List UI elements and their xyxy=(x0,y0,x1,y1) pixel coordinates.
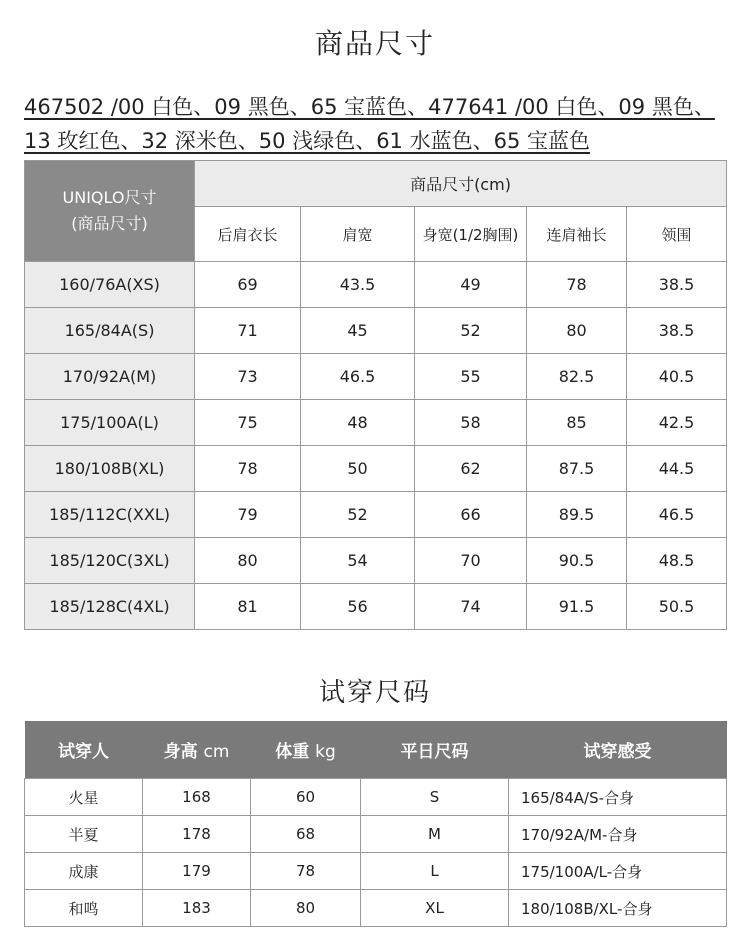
cell: 40.5 xyxy=(627,354,727,400)
cell: 85 xyxy=(527,400,627,446)
fit-height: 183 xyxy=(143,890,251,927)
cell: 78 xyxy=(195,446,301,492)
cell: 38.5 xyxy=(627,262,727,308)
size-label: 185/120C(3XL) xyxy=(25,538,195,584)
cell: 78 xyxy=(527,262,627,308)
cell: 55 xyxy=(415,354,527,400)
table-row xyxy=(25,354,727,400)
table-row xyxy=(25,853,727,890)
table-row xyxy=(25,890,727,927)
fit-usual-size: M xyxy=(361,816,509,853)
fit-usual-size: S xyxy=(361,779,509,816)
weight-label: 体重 xyxy=(275,742,310,762)
table-row xyxy=(25,779,727,816)
cell: 80 xyxy=(527,308,627,354)
col-header: 连肩袖长 xyxy=(527,207,627,262)
cell: 69 xyxy=(195,262,301,308)
col-header: 领围 xyxy=(627,207,727,262)
fit-person: 成康 xyxy=(25,853,143,890)
cell: 46.5 xyxy=(627,492,727,538)
fit-header-person: 试穿人 xyxy=(25,721,143,779)
corner-line-1: UNIQLO尺寸 xyxy=(62,188,157,207)
cell: 43.5 xyxy=(301,262,415,308)
table-row xyxy=(25,262,727,308)
size-label: 165/84A(S) xyxy=(25,308,195,354)
fit-usual-size: L xyxy=(361,853,509,890)
cell: 48.5 xyxy=(627,538,727,584)
cell: 71 xyxy=(195,308,301,354)
size-label: 170/92A(M) xyxy=(25,354,195,400)
table-row xyxy=(25,308,727,354)
cell: 74 xyxy=(415,584,527,630)
table-row xyxy=(25,492,727,538)
fit-weight: 68 xyxy=(251,816,361,853)
fit-header-usual-size: 平日尺码 xyxy=(361,721,509,779)
table-row xyxy=(25,584,727,630)
table-row xyxy=(25,446,727,492)
fit-feel: 165/84A/S-合身 xyxy=(509,779,727,816)
fit-person: 和鸣 xyxy=(25,890,143,927)
corner-line-2: (商品尺寸) xyxy=(71,214,148,233)
size-table xyxy=(24,160,727,630)
cell: 52 xyxy=(301,492,415,538)
cell: 87.5 xyxy=(527,446,627,492)
size-label: 160/76A(XS) xyxy=(25,262,195,308)
cell: 46.5 xyxy=(301,354,415,400)
fit-person: 半夏 xyxy=(25,816,143,853)
cell: 62 xyxy=(415,446,527,492)
fit-section-title: 试穿尺码 xyxy=(318,678,431,708)
cell: 73 xyxy=(195,354,301,400)
cell: 45 xyxy=(301,308,415,354)
cell: 52 xyxy=(415,308,527,354)
fit-weight: 78 xyxy=(251,853,361,890)
fit-feel: 175/100A/L-合身 xyxy=(509,853,727,890)
cell: 66 xyxy=(415,492,527,538)
cell: 58 xyxy=(415,400,527,446)
cell: 54 xyxy=(301,538,415,584)
fit-feel: 170/92A/M-合身 xyxy=(509,816,727,853)
table-row xyxy=(25,400,727,446)
cell: 50.5 xyxy=(627,584,727,630)
cell: 38.5 xyxy=(627,308,727,354)
cell: 42.5 xyxy=(627,400,727,446)
weight-unit: kg xyxy=(315,742,336,762)
fit-height: 168 xyxy=(143,779,251,816)
fit-header-weight xyxy=(251,721,361,779)
cell: 44.5 xyxy=(627,446,727,492)
fit-height: 178 xyxy=(143,816,251,853)
size-label: 185/128C(4XL) xyxy=(25,584,195,630)
fit-weight: 80 xyxy=(251,890,361,927)
cell: 80 xyxy=(195,538,301,584)
cell: 81 xyxy=(195,584,301,630)
cell: 50 xyxy=(301,446,415,492)
fit-header-feel: 试穿感受 xyxy=(509,721,727,779)
height-unit: cm xyxy=(203,742,230,762)
cell: 70 xyxy=(415,538,527,584)
size-corner-header xyxy=(25,161,195,262)
size-label: 175/100A(L) xyxy=(25,400,195,446)
product-color-description: 467502 /00 白色、09 黑色、65 宝蓝色、477641 /00 白色、09 黑色、13 玫红色、32 深米色、50 浅绿色、61 水蓝色、65 宝蓝色 xyxy=(24,95,715,153)
group-header: 商品尺寸(cm) xyxy=(195,161,727,207)
fit-weight: 60 xyxy=(251,779,361,816)
cell: 75 xyxy=(195,400,301,446)
size-label: 185/112C(XXL) xyxy=(25,492,195,538)
fit-header-height xyxy=(143,721,251,779)
height-label: 身高 xyxy=(163,742,198,762)
fit-height: 179 xyxy=(143,853,251,890)
size-label: 180/108B(XL) xyxy=(25,446,195,492)
fit-person: 火星 xyxy=(25,779,143,816)
cell: 56 xyxy=(301,584,415,630)
fit-feel: 180/108B/XL-合身 xyxy=(509,890,727,927)
table-row xyxy=(25,816,727,853)
fit-usual-size: XL xyxy=(361,890,509,927)
cell: 89.5 xyxy=(527,492,627,538)
cell: 82.5 xyxy=(527,354,627,400)
col-header: 后肩衣长 xyxy=(195,207,301,262)
cell: 79 xyxy=(195,492,301,538)
fit-table xyxy=(24,721,727,927)
cell: 49 xyxy=(415,262,527,308)
cell: 48 xyxy=(301,400,415,446)
page-title: 商品尺寸 xyxy=(314,27,435,60)
table-row xyxy=(25,538,727,584)
col-header: 身宽(1/2胸围) xyxy=(415,207,527,262)
cell: 90.5 xyxy=(527,538,627,584)
col-header: 肩宽 xyxy=(301,207,415,262)
cell: 91.5 xyxy=(527,584,627,630)
